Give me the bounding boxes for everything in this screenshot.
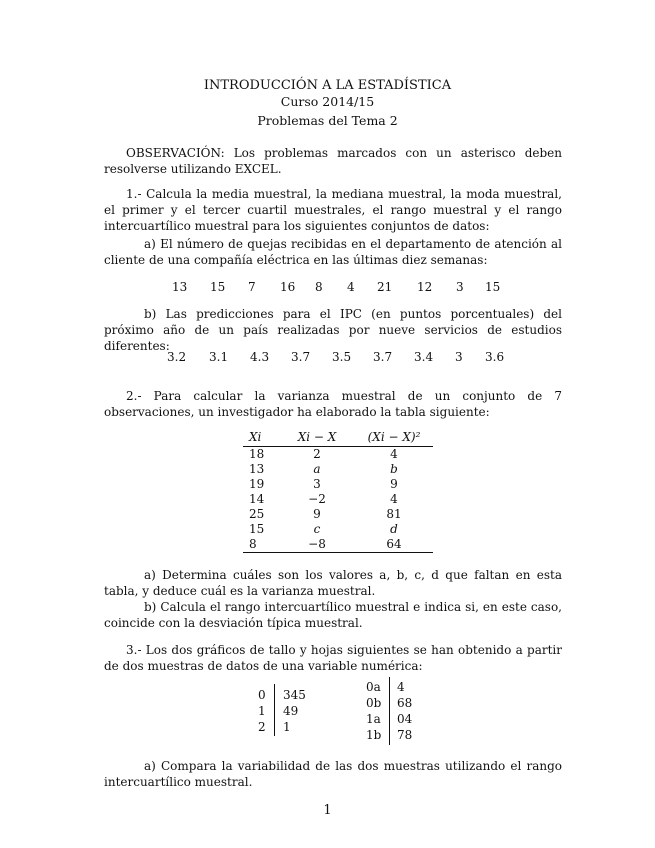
table-cell: 8 <box>243 537 279 553</box>
value-item: 7 <box>248 280 256 294</box>
stem-leaf-plot-2 <box>366 680 426 746</box>
problem3-a-text: a) Compara la variabilidad de las dos muestras utilizando el rango intercuartílico muestral. <box>104 759 562 789</box>
table-cell: −2 <box>308 492 326 506</box>
stem-value: 1a <box>366 712 381 726</box>
table-cell: 9 <box>313 507 321 521</box>
table-cell: d <box>390 522 398 536</box>
leaf-values: 49 <box>283 704 299 718</box>
problem1-a-values <box>172 280 502 296</box>
value-item: 4 <box>347 280 355 294</box>
value-item: 3.7 <box>291 350 311 364</box>
table-cell: c <box>313 522 321 536</box>
value-item: 3 <box>455 350 463 364</box>
table-cell: 4 <box>390 447 398 461</box>
table-header-row <box>243 428 433 447</box>
stem-value: 0b <box>366 696 382 710</box>
table-row <box>243 492 433 507</box>
column-header: Xi − X <box>279 428 355 447</box>
table-cell: 9 <box>390 477 398 491</box>
table-row <box>243 522 433 537</box>
stem-value: 0 <box>258 688 266 702</box>
value-item: 3.5 <box>332 350 352 364</box>
leaf-values: 345 <box>283 688 306 702</box>
problem2-intro: 2.- Para calcular la varianza muestral de un conjunto de 7 observaciones, un investigador ha elaborado la tabla siguiente: <box>104 389 562 419</box>
value-item: 8 <box>315 280 323 294</box>
table-cell: 19 <box>249 477 265 491</box>
value-item: 3.2 <box>167 350 187 364</box>
value-item: 3 <box>456 280 464 294</box>
leaf-values: 04 <box>397 712 413 726</box>
table-row <box>243 537 433 553</box>
value-item: 12 <box>417 280 433 294</box>
table-cell: 13 <box>249 462 265 476</box>
page-number: 1 <box>323 803 332 818</box>
leaf-values: 68 <box>397 696 413 710</box>
value-item: 15 <box>485 280 501 294</box>
problem2-a-text: a) Determina cuáles son los valores a, b, c, d que faltan en esta tabla, y deduce cuál es la varianza muestral. <box>104 568 562 598</box>
stem-value: 0a <box>366 680 381 694</box>
leaf-values: 1 <box>283 720 291 734</box>
leaf-values: 4 <box>397 680 405 694</box>
table-row <box>243 462 433 477</box>
value-item: 3.6 <box>485 350 505 364</box>
observation-label: OBSERVACIÓN <box>126 146 221 160</box>
stem-leaf-plot-1 <box>258 688 318 740</box>
table-cell: 25 <box>249 507 265 521</box>
table-cell: 64 <box>355 537 433 553</box>
table-cell: −8 <box>279 537 355 553</box>
stem-divider <box>389 677 390 745</box>
table-cell: 2 <box>313 447 321 461</box>
variance-table <box>243 428 433 553</box>
problem1-intro: 1.- Calcula la media muestral, la mediana muestral, la moda muestral, el primer y el tercer cuartil muestrales, el rango muestral y el rango intercuartílico muestral para los siguientes conjuntos de datos: <box>104 187 562 233</box>
value-item: 15 <box>210 280 226 294</box>
value-item: 3.7 <box>373 350 393 364</box>
table-cell: 4 <box>390 492 398 506</box>
column-header: (Xi − X)² <box>355 428 433 447</box>
stem-divider <box>274 684 275 736</box>
table-cell: 18 <box>249 447 265 461</box>
stem-value: 1 <box>258 704 266 718</box>
value-item: 16 <box>280 280 296 294</box>
problem1-b-text: b) Las predicciones para el IPC (en puntos porcentuales) del próximo año de un país realizadas por nueve servicios de estudios diferentes: <box>104 307 562 353</box>
column-header: Xi <box>243 428 279 447</box>
observation-paragraph <box>104 145 562 177</box>
table-cell: a <box>313 462 321 476</box>
value-item: 3.1 <box>209 350 229 364</box>
stem-value: 1b <box>366 728 382 742</box>
value-item: 4.3 <box>250 350 270 364</box>
table-cell: 15 <box>249 522 265 536</box>
table-cell: 3 <box>313 477 321 491</box>
value-item: 3.4 <box>414 350 434 364</box>
course-label: Curso 2014/15 <box>280 94 375 109</box>
leaf-values: 78 <box>397 728 413 742</box>
problem3-intro: 3.- Los dos gráficos de tallo y hojas siguientes se han obtenido a partir de dos muestras de datos de una variable numérica: <box>104 643 562 673</box>
document-title: INTRODUCCIÓN A LA ESTADÍSTICA <box>203 78 452 93</box>
stem-value: 2 <box>258 720 266 734</box>
table-cell: 14 <box>249 492 265 506</box>
value-item: 13 <box>172 280 188 294</box>
value-item: 21 <box>377 280 393 294</box>
table-row <box>243 507 433 522</box>
problem1-a-text: a) El número de quejas recibidas en el departamento de atención al cliente de una compañía eléctrica en las últimas diez semanas: <box>104 237 562 267</box>
document-subtitle: Problemas del Tema 2 <box>257 113 398 128</box>
table-row <box>243 447 433 463</box>
problem2-b-text: b) Calcula el rango intercuartílico muestral e indica si, en este caso, coincide con la desviación típica muestral. <box>104 600 562 630</box>
table-row <box>243 477 433 492</box>
table-cell: 81 <box>386 507 402 521</box>
problem1-b-values <box>167 350 507 366</box>
table-cell: b <box>390 462 398 476</box>
observation-text: : Los problemas marcados con un asterisco deben resolverse utilizando EXCEL. <box>104 146 562 176</box>
